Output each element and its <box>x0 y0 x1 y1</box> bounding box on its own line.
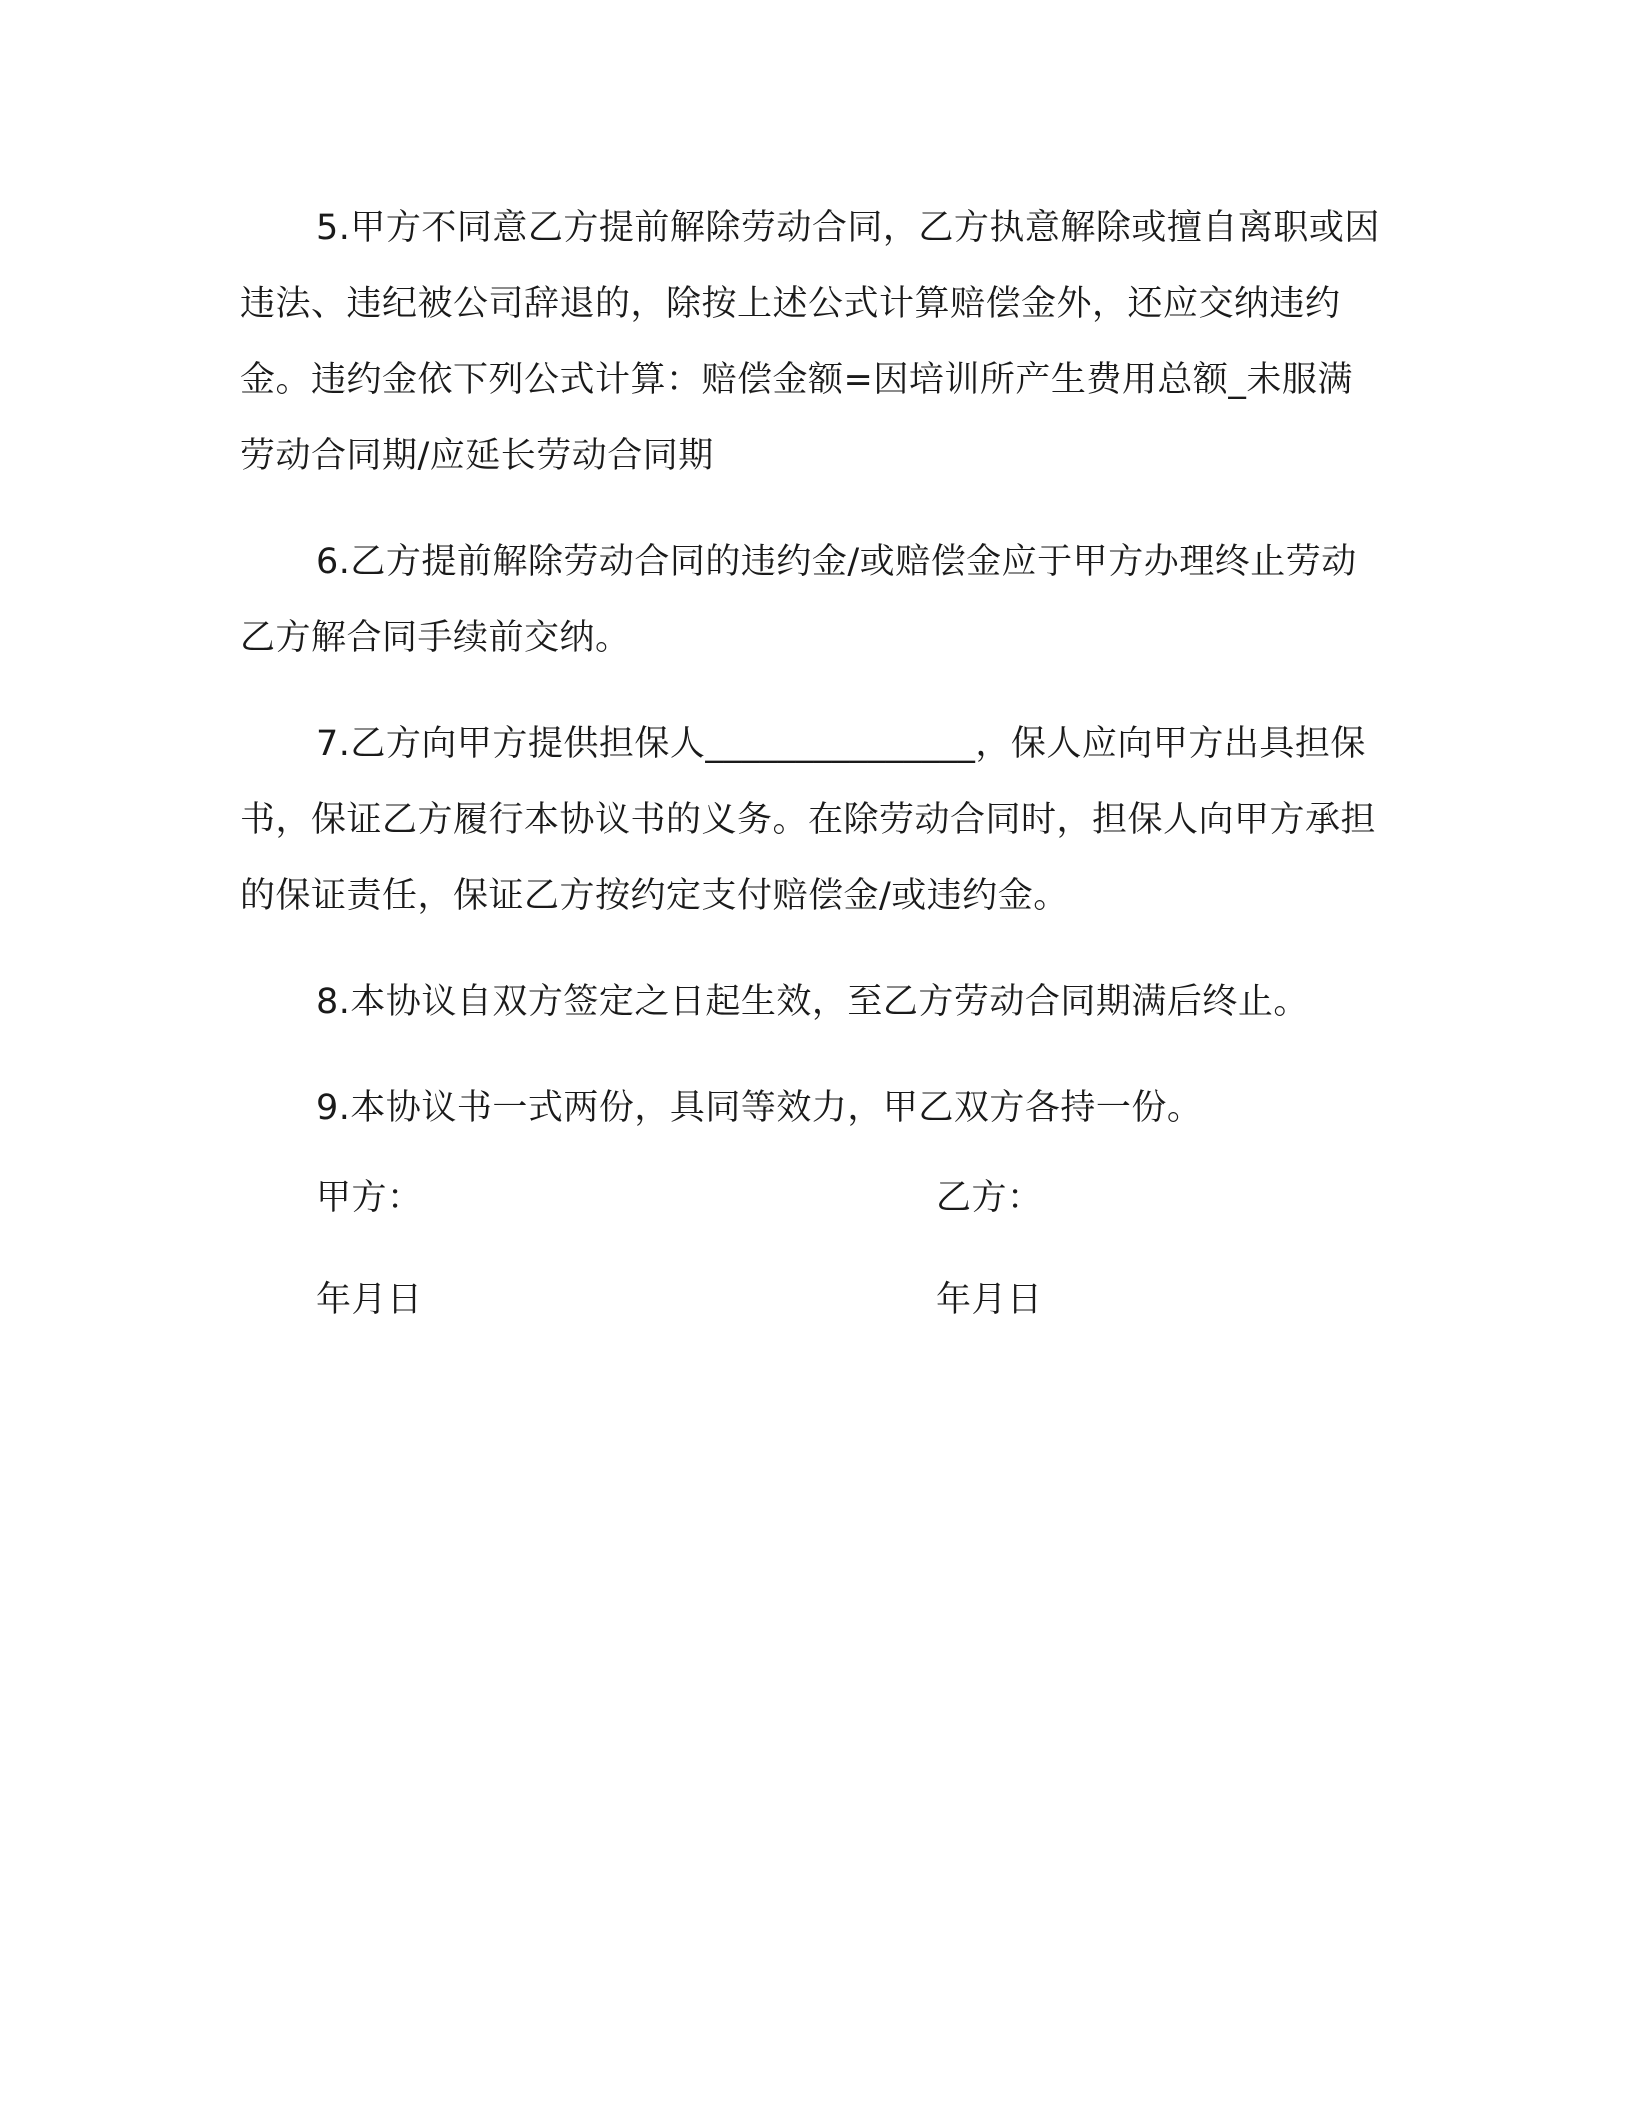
clause-8: 8.本协议自双方签定之日起生效，至乙方劳动合同期满后终止。 <box>316 982 1309 1022</box>
agreement-body <box>240 190 1380 1176</box>
clause-5: 5.甲方不同意乙方提前解除劳动合同，乙方执意解除或擅自离职或因违法、违纪被公司辞退的，除按上述公式计算赔偿金外，还应交纳违约金。违约金依下列公式计算：赔偿金额=因培训所产生费用总额_未服满劳动合同期/应延长劳动合同期 <box>240 208 1380 476</box>
party-a-label: 甲方： <box>316 1178 423 1218</box>
clause-9: 9.本协议书一式两份，具同等效力，甲乙双方各持一份。 <box>316 1088 1203 1128</box>
clause-7: 7.乙方向甲方提供担保人_______________，保人应向甲方出具担保书，保证乙方履行本协议书的义务。在除劳动合同时，担保人向甲方承担的保证责任，保证乙方按约定支付赔偿金/或违约金。 <box>240 724 1377 916</box>
party-b-date: 年月日 <box>936 1280 1043 1320</box>
party-a-date: 年月日 <box>316 1280 423 1320</box>
party-b-label: 乙方： <box>936 1178 1043 1218</box>
clause-6: 6.乙方提前解除劳动合同的违约金/或赔偿金应于甲方办理终止劳动乙方解合同手续前交纳。 <box>240 542 1357 658</box>
